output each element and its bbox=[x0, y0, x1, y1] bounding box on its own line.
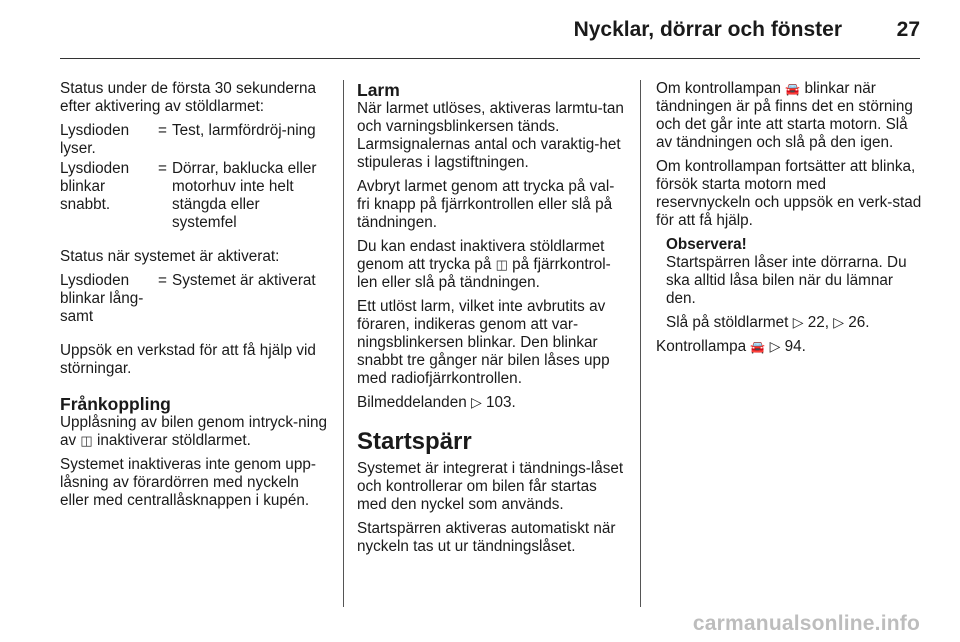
heading-immobiliser: Startspärr bbox=[357, 428, 472, 455]
note-box bbox=[666, 236, 924, 332]
note-text: Startspärren låser inte dörrarna. Du ska alltid låsa bilen när du lämnar den. bbox=[666, 254, 907, 307]
immobiliser-paragraph-1: Systemet är integrerat i tändnings-låset och kontrollerar om bilen får startas med den nyckel som används. bbox=[357, 460, 624, 513]
equals-sign: = bbox=[158, 272, 167, 289]
status-intro-armed: Status när systemet är aktiverat: bbox=[60, 248, 280, 265]
car-key-lamp-icon: 🚘 bbox=[785, 82, 801, 96]
disarm-paragraph-2: Systemet inaktiveras inte genom upp-låsning av förardörren med nyckeln eller med centrallåsknappen i kupén. bbox=[60, 456, 316, 509]
heading-alarm: Larm bbox=[357, 80, 400, 100]
page-header bbox=[0, 0, 960, 58]
status-table-first bbox=[60, 122, 328, 232]
watermark: carmanualsonline.info bbox=[692, 612, 920, 635]
unlock-icon: ◫ bbox=[80, 433, 93, 448]
column-right bbox=[656, 80, 924, 362]
status-term: Lysdioden blinkar lång-samt bbox=[60, 272, 144, 325]
disarm-paragraph-1: Upplåsning av bilen genom intryck-ning av ◫ inaktiverar stöldlarmet. bbox=[60, 414, 327, 449]
reference-arrow-icon: ▷ bbox=[833, 315, 845, 331]
status-description: Dörrar, baklucka eller motorhuv inte helt stängda eller systemfel bbox=[172, 160, 317, 231]
alarm-paragraph-4: Ett utlöst larm, vilket inte avbrutits av föraren, indikeras genom att var-ningsblinkersen blinkar. Den blinkar snabbt tre gånger när bilen låses upp med radiofjärrkontrollen. bbox=[357, 298, 610, 387]
status-description: Systemet är aktiverat bbox=[172, 272, 316, 289]
status-row bbox=[60, 122, 328, 158]
alarm-reference[interactable]: Bilmeddelanden ▷ 103. bbox=[357, 394, 516, 411]
page-title: Nycklar, dörrar och fönster bbox=[573, 18, 842, 41]
alarm-paragraph-3: Du kan endast inaktivera stöldlarmet genom att trycka på ◫ på fjärrkontrol-len eller slå på tändningen. bbox=[357, 238, 611, 291]
status-row bbox=[60, 272, 328, 326]
column-left bbox=[60, 80, 328, 516]
status-table-armed bbox=[60, 272, 328, 326]
note-title: Observera! bbox=[666, 236, 747, 253]
column-divider-1 bbox=[343, 80, 344, 607]
status-term: Lysdioden blinkar snabbt. bbox=[60, 160, 130, 213]
status-intro: Status under de första 30 sekunderna efter aktivering av stöldlarmet: bbox=[60, 80, 316, 115]
reference-arrow-icon: ▷ bbox=[769, 339, 781, 355]
header-rule bbox=[60, 58, 920, 59]
equals-sign: = bbox=[158, 122, 167, 139]
reference-arrow-icon: ▷ bbox=[792, 315, 804, 331]
equals-sign: = bbox=[158, 160, 167, 177]
column-middle bbox=[357, 80, 627, 562]
lamp-paragraph-2: Om kontrollampan fortsätter att blinka, försök starta motorn med reservnyckeln och uppsök en verk-stad för att få hjälp. bbox=[656, 158, 922, 229]
lamp-paragraph-1: Om kontrollampan 🚘 blinkar när tändningen är på finns det en störning och det går inte att starta motorn. Slå av tändningen och slå på den igen. bbox=[656, 80, 913, 151]
service-text: Uppsök en verkstad för att få hjälp vid störningar. bbox=[60, 342, 316, 377]
unlock-icon: ◫ bbox=[495, 257, 508, 272]
status-description: Test, larmfördröj-ning bbox=[172, 122, 316, 139]
immobiliser-paragraph-2: Startspärren aktiveras automatiskt när nyckeln tas ut ur tändningslåset. bbox=[357, 520, 616, 555]
reference-arrow-icon: ▷ bbox=[470, 395, 482, 411]
heading-disarm: Frånkoppling bbox=[60, 394, 171, 414]
note-reference[interactable]: Slå på stöldlarmet ▷ 22, ▷ 26. bbox=[666, 314, 870, 331]
alarm-paragraph-2: Avbryt larmet genom att trycka på val-fri knapp på fjärrkontrollen eller slå på tändningen. bbox=[357, 178, 615, 231]
lamp-reference[interactable]: Kontrollampa 🚘 ▷ 94. bbox=[656, 338, 806, 355]
status-row bbox=[60, 160, 328, 232]
car-key-lamp-icon: 🚘 bbox=[750, 340, 766, 354]
status-term: Lysdioden lyser. bbox=[60, 122, 130, 157]
page-number: 27 bbox=[896, 18, 920, 41]
alarm-paragraph-1: När larmet utlöses, aktiveras larmtu-tan och varningsblinkersen tänds. Larmsignalernas antal och varaktig-het stipuleras i lagstiftningen. bbox=[357, 100, 624, 171]
column-divider-2 bbox=[640, 80, 641, 607]
